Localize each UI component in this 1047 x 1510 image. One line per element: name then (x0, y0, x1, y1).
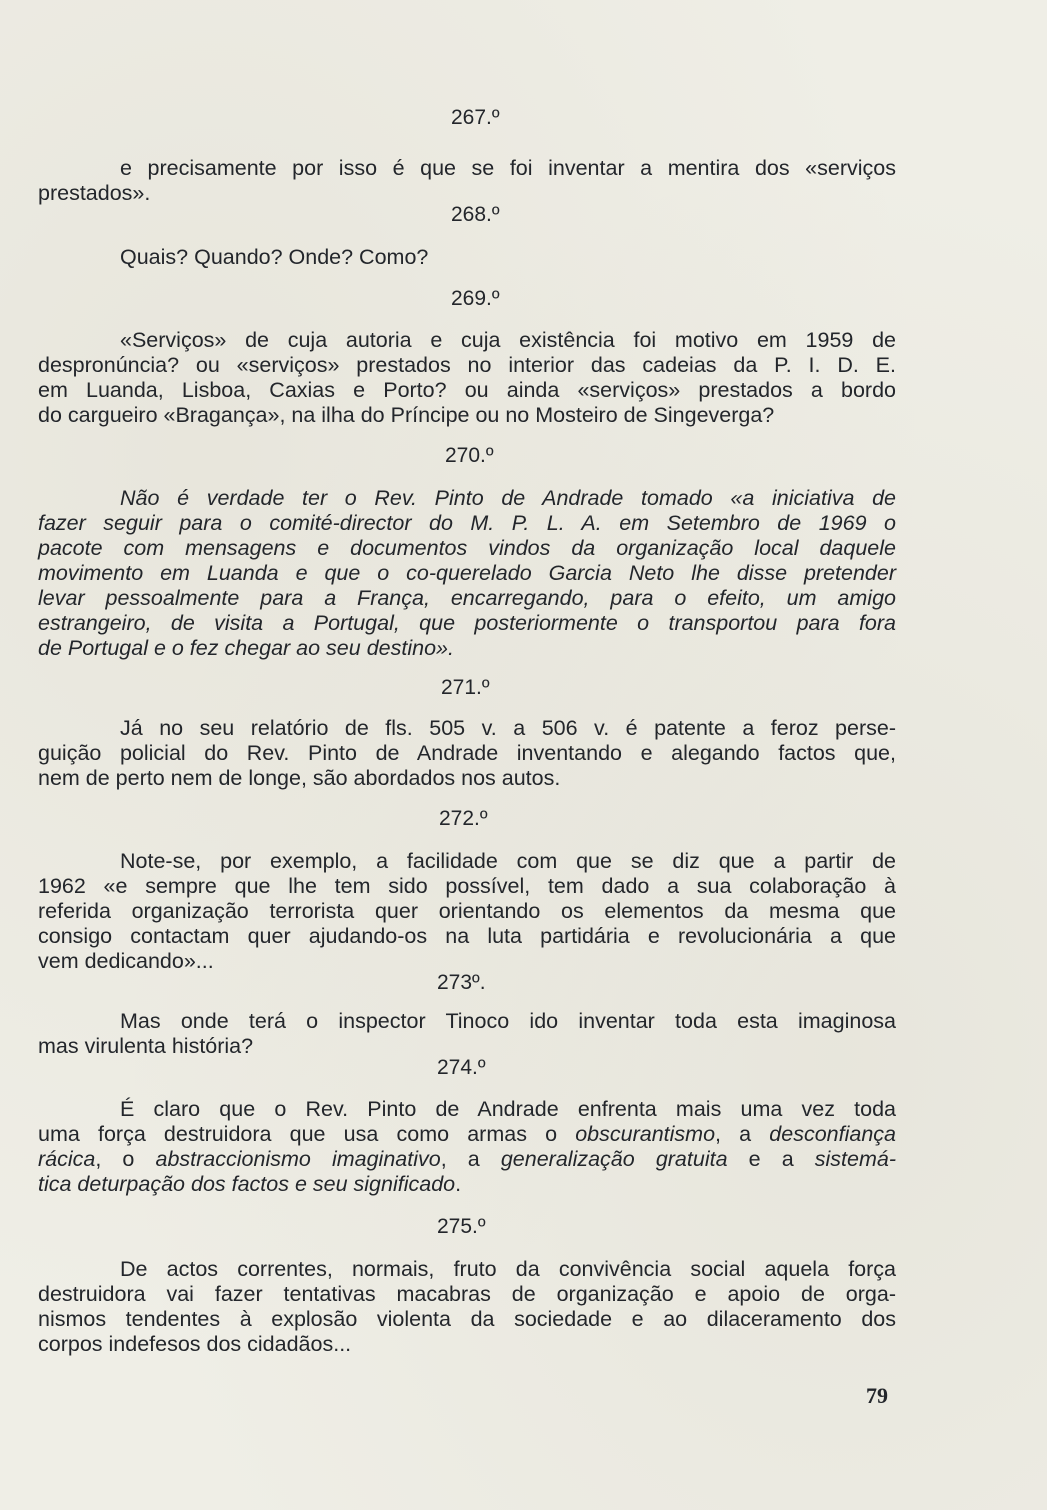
paragraph-line: estrangeiro, de visita a Portugal, que posteriormente o transportou para fora (38, 611, 896, 635)
paragraph-line: Já no seu relatório de fls. 505 v. a 506 v. é patente a feroz perse- (120, 716, 896, 740)
paragraph-270 (38, 486, 896, 661)
paragraph-274 (38, 1097, 896, 1197)
paragraph-269 (38, 328, 896, 428)
text-run: e a (727, 1147, 815, 1171)
paragraph-line: levar pessoalmente para a França, encarregando, para o efeito, um amigo (38, 586, 896, 610)
paragraph-line: Mas onde terá o inspector Tinoco ido inventar toda esta imaginosa (120, 1009, 896, 1033)
text-run: , a (440, 1147, 501, 1171)
emphasis-run: obscurantismo (575, 1122, 716, 1146)
section-number-273: 273º. (437, 971, 486, 994)
paragraph-line: de Portugal e o fez chegar ao seu destino». (38, 636, 454, 660)
emphasis-run: tica deturpação dos factos e seu significado (38, 1172, 456, 1196)
paragraph-272 (38, 849, 896, 974)
section-number-270: 270.º (445, 444, 494, 467)
paragraph-line: nismos tendentes à explosão violenta da sociedade e ao dilaceramento dos (38, 1307, 896, 1331)
text-run: . (455, 1172, 462, 1196)
paragraph-line: Quais? Quando? Onde? Como? (120, 245, 429, 269)
emphasis-run: sistemá- (814, 1147, 896, 1171)
paragraph-line: consigo contactam quer ajudando-os na luta partidária e revolucionária a que (38, 924, 896, 948)
paragraph-275 (38, 1257, 896, 1357)
paragraph-line: fazer seguir para o comité-director do M. P. L. A. em Setembro de 1969 o (38, 511, 896, 535)
paragraph-line: movimento em Luanda e que o co-querelado Garcia Neto lhe disse pretender (38, 561, 896, 585)
paragraph-line (38, 1172, 896, 1197)
page-number: 79 (866, 1383, 888, 1408)
paragraph-line: destruidora vai fazer tentativas macabras de organização e apoio de orga- (38, 1282, 896, 1306)
paragraph-line: despronúncia? ou «serviços» prestados no interior das cadeias da P. I. D. E. (38, 353, 896, 377)
emphasis-run: rácica (38, 1147, 96, 1171)
paragraph-line (38, 1097, 896, 1122)
paragraph-line: De actos correntes, normais, fruto da convivência social aquela força (120, 1257, 896, 1281)
emphasis-run: generalização gratuita (500, 1147, 728, 1171)
text-run: , a (715, 1122, 770, 1146)
paragraph-line: corpos indefesos dos cidadãos... (38, 1332, 352, 1356)
paragraph-line: do cargueiro «Bragança», na ilha do Príncipe ou no Mosteiro de Singeverga? (38, 403, 775, 427)
paragraph-line: Não é verdade ter o Rev. Pinto de Andrade tomado «a iniciativa de (120, 486, 896, 510)
section-number-269: 269.º (451, 287, 500, 310)
emphasis-run: desconfiança (769, 1122, 896, 1146)
paragraph-line: «Serviços» de cuja autoria e cuja existência foi motivo em 1959 de (120, 328, 896, 352)
section-number-274: 274.º (437, 1056, 486, 1079)
section-number-267: 267.º (451, 106, 500, 129)
section-number-271: 271.º (441, 676, 490, 699)
paragraph-line: mas virulenta história? (38, 1034, 254, 1058)
paragraph-line (38, 1122, 896, 1147)
paragraph-line: guição policial do Rev. Pinto de Andrade inventando e alegando factos que, (38, 741, 896, 765)
paragraph-line: pacote com mensagens e documentos vindos da organização local daquele (38, 536, 896, 560)
text-run: uma força destruidora que usa como armas o (38, 1122, 576, 1146)
text-run: , o (95, 1147, 156, 1171)
section-number-272: 272.º (439, 807, 488, 830)
paragraph-line: vem dedicando»... (38, 949, 214, 973)
section-number-268: 268.º (451, 203, 500, 226)
paragraph-line: em Luanda, Lisboa, Caxias e Porto? ou ainda «serviços» prestados a bordo (38, 378, 896, 402)
emphasis-run: abstraccionismo imaginativo (155, 1147, 441, 1171)
section-number-275: 275.º (437, 1215, 486, 1238)
paragraph-267 (38, 156, 896, 206)
paragraph-273 (38, 1009, 896, 1059)
text-run: É claro que o Rev. Pinto de Andrade enfrenta mais uma vez toda (120, 1097, 896, 1121)
paragraph-line: e precisamente por isso é que se foi inventar a mentira dos «serviços (120, 156, 896, 180)
paragraph-line: prestados». (38, 181, 151, 205)
paragraph-line: nem de perto nem de longe, são abordados nos autos. (38, 766, 561, 790)
paragraph-line: Note-se, por exemplo, a facilidade com que se diz que a partir de (120, 849, 896, 873)
paragraph-271 (38, 716, 896, 791)
paragraph-268 (38, 245, 896, 270)
paragraph-line: referida organização terrorista quer orientando os elementos da mesma que (38, 899, 896, 923)
paragraph-line (38, 1147, 896, 1172)
paragraph-line: 1962 «e sempre que lhe tem sido possível, tem dado a sua colaboração à (38, 874, 896, 898)
